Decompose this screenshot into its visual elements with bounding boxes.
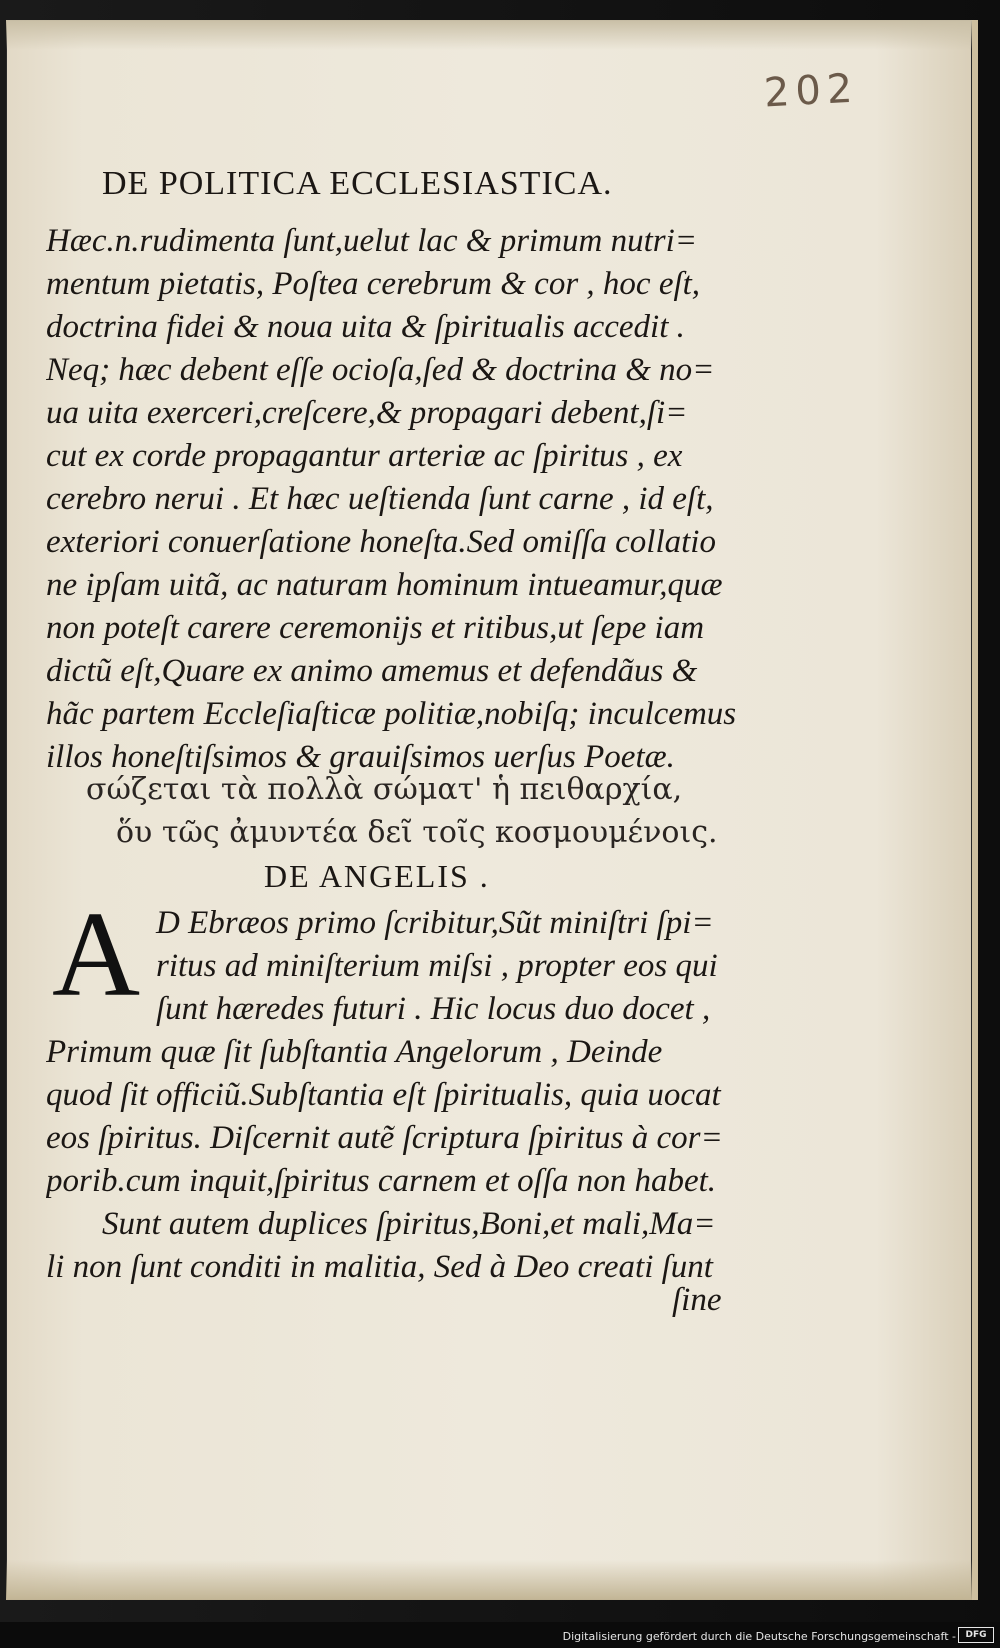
text-line: ne ipſam uitã, ac naturam hominum intueamur,quæ xyxy=(46,567,723,603)
text-line: li non ſunt conditi in malitia, Sed à Deo creati ſunt xyxy=(46,1249,713,1285)
text-line: non poteſt carere ceremonijs et ritibus,ut ſepe iam xyxy=(46,610,705,646)
footer-bar xyxy=(0,1622,1000,1648)
text-line: doctrina fidei & noua uita & ſpiritualis accedit . xyxy=(46,309,685,345)
folio-number: 202 xyxy=(762,65,860,117)
section-text-block xyxy=(46,887,736,1289)
text-line: ritus ad miniſterium miſsi , propter eos qui xyxy=(156,948,718,984)
catchword: ſine xyxy=(672,1282,722,1318)
section-heading: DE ANGELIS . xyxy=(264,858,490,894)
text-line: exteriori conuerſatione honeſta.Sed omiſſa collatio xyxy=(46,524,716,560)
text-line: Hæc.n.rudimenta ſunt,uelut lac & primum nutri= xyxy=(46,223,698,259)
text-line: ua uita exerceri,creſcere,& propagari debent,ſi= xyxy=(46,395,688,431)
book-page xyxy=(6,20,978,1600)
text-line: Primum quæ ſit ſubſtantia Angelorum , Deinde xyxy=(46,1034,663,1070)
text-line: dictũ eſt,Quare ex animo amemus et defendãus & xyxy=(46,653,698,689)
text-line: ſunt hæredes futuri . Hic locus duo docet , xyxy=(156,991,711,1027)
running-head: DE POLITICA ECCLESIASTICA. xyxy=(102,165,613,202)
main-text-block xyxy=(46,220,736,779)
text-line: porib.cum inquit,ſpiritus carnem et oſſa non habet. xyxy=(46,1163,717,1199)
text-line: Neq; hæc debent eſſe ocioſa,ſed & doctrina & no= xyxy=(46,352,715,388)
greek-verse-line: σώζεται τὰ πολλὰ σώματ' ἡ πειθαρχία, xyxy=(86,772,683,807)
text-line: hãc partem Eccleſiaſticæ politiæ,nobiſq; inculcemus xyxy=(46,696,736,732)
greek-verse-line: ὅυ τῶς ἀμυντέα δεῖ τοῖς κοσμουμένοις. xyxy=(116,815,718,850)
dfg-logo[interactable]: DFG xyxy=(958,1627,994,1643)
funding-credit: Digitalisierung gefördert durch die Deutsche Forschungsgemeinschaft - xyxy=(562,1630,956,1643)
text-line: illos honeſtiſsimos & grauiſsimos uerſus Poetæ. xyxy=(46,739,675,775)
text-line: Sunt autem duplices ſpiritus,Boni,et mali,Ma= xyxy=(102,1206,716,1242)
text-line: mentum pietatis, Poſtea cerebrum & cor , hoc eſt, xyxy=(46,266,701,302)
text-line: D Ebræos primo ſcribitur,Sũt miniſtri ſpi= xyxy=(156,905,714,941)
text-line: quod ſit officiũ.Subſtantia eſt ſpiritualis, quia uocat xyxy=(46,1077,721,1113)
text-line: eos ſpiritus. Diſcernit autẽ ſcriptura ſpiritus à cor= xyxy=(46,1120,723,1156)
text-line: cerebro nerui . Et hæc ueſtienda ſunt carne , id eſt, xyxy=(46,481,714,517)
drop-cap-initial: A xyxy=(52,887,141,1022)
text-line: cut ex corde propagantur arteriæ ac ſpiritus , ex xyxy=(46,438,683,474)
